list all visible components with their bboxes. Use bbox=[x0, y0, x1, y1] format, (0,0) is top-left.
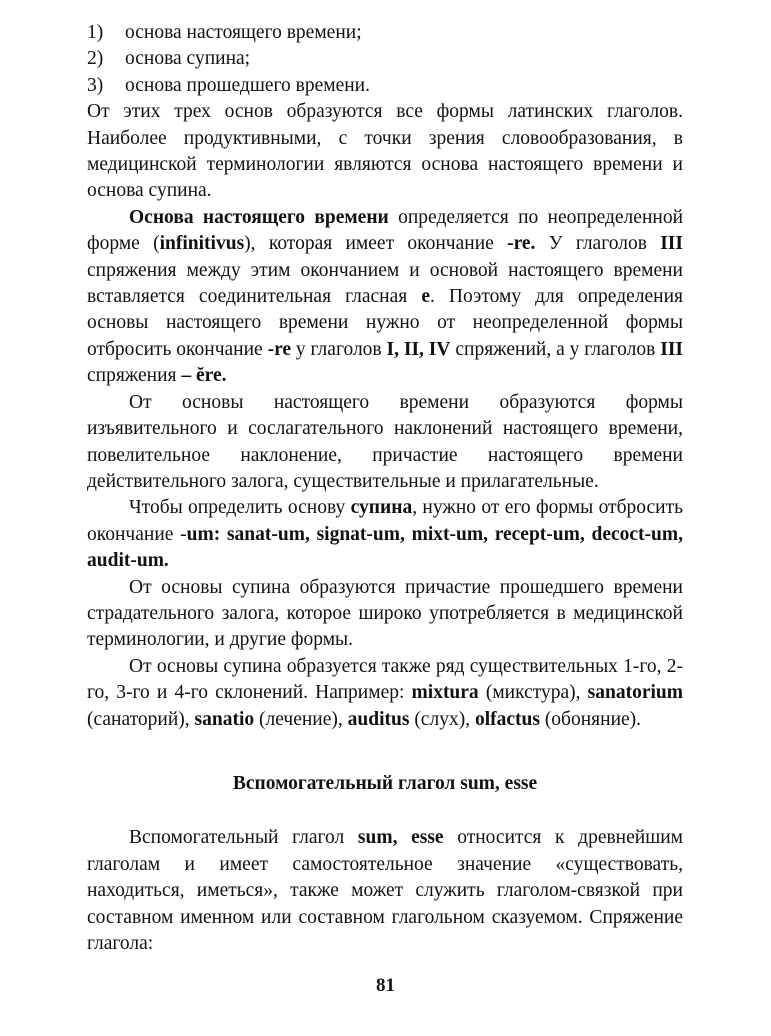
term: -re. bbox=[507, 233, 536, 255]
text-run: у глаголов bbox=[291, 338, 387, 360]
term: um: sanat-um, signat-um, mixt-um, recept-um, decoct-um, audit-um. bbox=[87, 523, 683, 572]
list-text: основа настоящего времени; bbox=[125, 22, 362, 43]
text-run: (лечение), bbox=[254, 708, 348, 730]
term: olfactus bbox=[474, 708, 540, 730]
paragraph-three-stems: От этих трех основ образуются все формы латинских глаголов. Наиболее продуктивными, с точки зрения словообразования, в медицинской терминологии являются основа настоящего времени и основа супина. bbox=[87, 101, 683, 202]
list-number: 3) bbox=[87, 74, 104, 96]
term: Основа настоящего времени bbox=[129, 206, 389, 228]
paragraph-supine-stem bbox=[87, 495, 683, 574]
text-run: Чтобы определить основу bbox=[129, 497, 351, 519]
paragraph-present-stem bbox=[87, 205, 683, 390]
section-heading: Вспомогательный глагол sum, esse bbox=[232, 772, 538, 794]
text-run: (слух), bbox=[409, 708, 475, 730]
paragraph-present-forms: От основы настоящего времени образуются формы изъявительного и сослагательного наклонений настоящего времени, повелительное наклонение, причастие настоящего времени действительного залога, существительные и прилагательные. bbox=[87, 391, 683, 492]
text-run: От основы супина образуется также ряд существительных 1-го, 2-го, 3-го и 4-го склонений. Например: bbox=[87, 655, 683, 704]
term: I, II, IV bbox=[386, 338, 451, 360]
term: auditus bbox=[347, 708, 410, 730]
text-run: спряжений, а у глаголов bbox=[450, 338, 661, 360]
text-run: спряжения bbox=[87, 365, 182, 387]
list-text: основа супина; bbox=[125, 48, 251, 70]
text-run: спряжения между этим окончанием и основой настоящего времени вставляется соединительная гласная bbox=[87, 259, 683, 308]
term: infinitivus bbox=[159, 233, 245, 255]
term: mixtura bbox=[411, 682, 479, 704]
text-run: ), которая имеет окончание bbox=[244, 233, 508, 255]
text-run: (микстура), bbox=[478, 682, 588, 704]
term: III bbox=[660, 233, 683, 255]
term: – ĕre. bbox=[181, 365, 227, 387]
list-item bbox=[87, 46, 683, 72]
text-run: У глаголов bbox=[535, 233, 661, 255]
term: e bbox=[421, 286, 430, 308]
term: -re bbox=[267, 338, 292, 360]
list-number: 2) bbox=[87, 48, 104, 70]
term: sum, esse bbox=[357, 827, 444, 849]
paragraph-auxiliary-verb bbox=[87, 825, 683, 957]
list-text: основа прошедшего времени. bbox=[125, 74, 370, 96]
text-run: (обоняние). bbox=[539, 708, 642, 730]
list-number: 1) bbox=[87, 22, 104, 43]
text-run: относится к древнейшим глаголам и имеет самостоятельное значение «существовать, находиться, иметься», также может служить глаголом-связкой при составном именном или составном глагольном сказуемом. Спряжение глагола: bbox=[87, 827, 683, 954]
list-item bbox=[87, 20, 683, 46]
term: супина bbox=[350, 497, 413, 519]
term: sanatio bbox=[194, 708, 255, 730]
paragraph-supine-nouns bbox=[87, 654, 683, 733]
term: III bbox=[660, 338, 684, 360]
term: sanatorium bbox=[587, 682, 683, 704]
page-number: 81 bbox=[376, 975, 395, 996]
text-run: Вспомогательный глагол bbox=[129, 827, 358, 849]
paragraph-supine-forms: От основы супина образуются причастие прошедшего времени страдательного залога, которое широко употребляется в медицинской терминологии, и другие формы. bbox=[87, 576, 683, 651]
list-item bbox=[87, 73, 683, 99]
text-run: определяется по неопределенной форме ( bbox=[87, 206, 684, 255]
text-run: . Поэтому для определения основы настоящего времени нужно от неопределенной формы отбросить окончание bbox=[87, 286, 683, 360]
text-run: (санаторий), bbox=[87, 708, 195, 730]
text-run: , нужно от его формы отбросить окончание - bbox=[87, 497, 683, 545]
page-body bbox=[87, 20, 683, 957]
